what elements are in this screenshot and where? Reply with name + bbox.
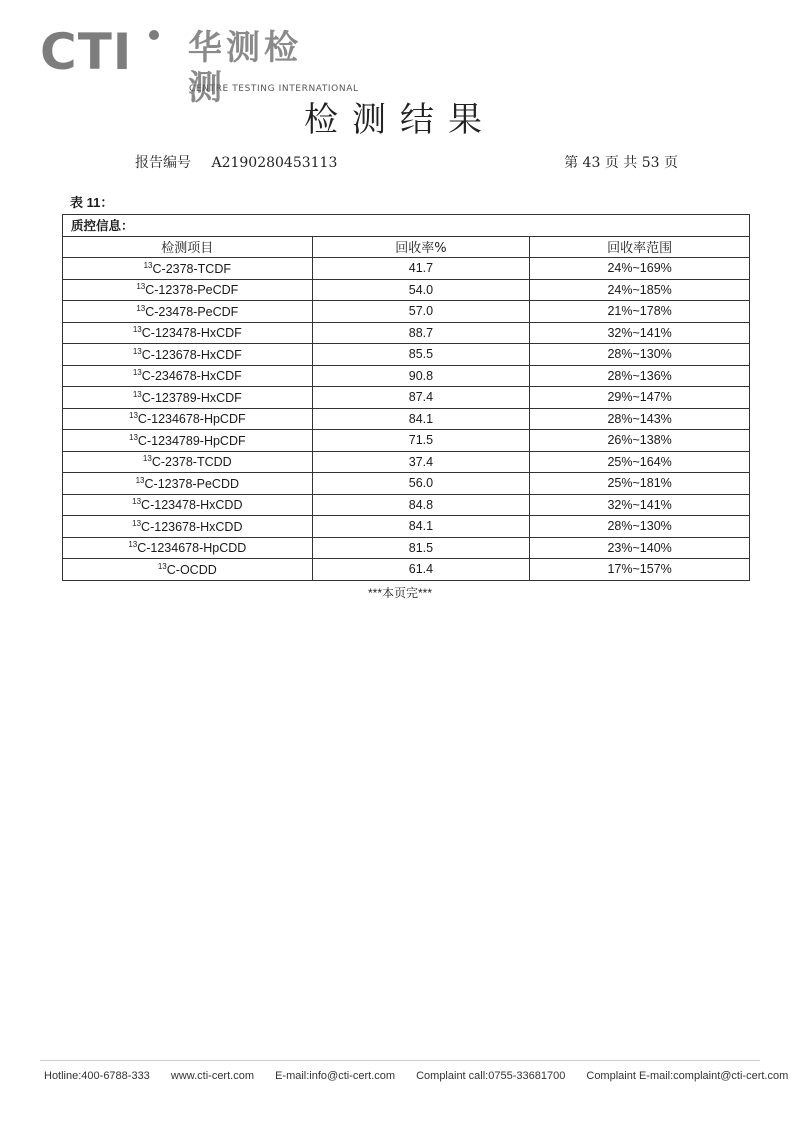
cell-recovery: 88.7 [312, 322, 530, 344]
isotope-mark: 13 [132, 518, 142, 528]
isotope-mark: 13 [128, 540, 138, 550]
cell-recovery: 84.8 [312, 494, 530, 516]
logo-brand: CTI [40, 23, 133, 81]
item-name: C-12378-PeCDD [144, 476, 239, 491]
end-of-page-note: ***本页完*** [367, 586, 433, 600]
report-number-value: A2190280453113 [211, 155, 338, 171]
cell-range: 32%~141% [530, 322, 750, 344]
table-row [63, 322, 750, 344]
logo-english-name: CENTRE TESTING INTERNATIONAL [189, 84, 359, 94]
cell-range: 26%~138% [530, 430, 750, 452]
cell-recovery: 90.8 [312, 365, 530, 387]
cell-item [63, 301, 313, 323]
section-title: 质控信息： [63, 215, 750, 237]
cell-range: 23%~140% [530, 537, 750, 559]
report-number-label: 报告编号 [135, 155, 191, 171]
table-row [63, 301, 750, 323]
item-name: C-123678-HxCDD [141, 519, 243, 534]
cell-item [63, 279, 313, 301]
header-range: 回收率范围 [530, 236, 750, 258]
item-name: C-234678-HxCDF [141, 369, 242, 384]
table-row [63, 430, 750, 452]
item-name: C-12378-PeCDF [145, 283, 239, 298]
document-title: 检测结果 [304, 100, 496, 140]
isotope-mark: 13 [132, 325, 142, 335]
footer-email: E-mail:info@cti-cert.com [275, 1070, 396, 1082]
isotope-mark: 13 [143, 260, 153, 270]
isotope-mark: 13 [135, 475, 145, 485]
item-name: C-OCDD [166, 562, 217, 577]
isotope-mark: 13 [136, 303, 146, 313]
cell-recovery: 54.0 [312, 279, 530, 301]
cell-recovery: 41.7 [312, 258, 530, 280]
table-row [63, 365, 750, 387]
cell-recovery: 87.4 [312, 387, 530, 409]
isotope-mark: 13 [136, 282, 146, 292]
cell-item [63, 494, 313, 516]
isotope-mark: 13 [142, 454, 152, 464]
cell-range: 24%~169% [530, 258, 750, 280]
cell-item [63, 365, 313, 387]
table-row [63, 537, 750, 559]
cell-item [63, 322, 313, 344]
table-row [63, 344, 750, 366]
cell-range: 29%~147% [530, 387, 750, 409]
isotope-mark: 13 [132, 346, 142, 356]
cell-recovery: 71.5 [312, 430, 530, 452]
cell-item [63, 344, 313, 366]
table-label: 表 11： [70, 195, 114, 210]
table-row [63, 473, 750, 495]
isotope-mark: 13 [157, 561, 167, 571]
table-section-row [63, 215, 750, 237]
logo-chinese-name: 华测检测 [188, 28, 302, 108]
cell-range: 24%~185% [530, 279, 750, 301]
table-row [63, 559, 750, 581]
footer-complaint-email: Complaint E-mail:complaint@cti-cert.com [586, 1070, 789, 1082]
item-name: C-2378-TCDD [151, 455, 232, 470]
cell-range: 21%~178% [530, 301, 750, 323]
cell-item [63, 451, 313, 473]
footer [44, 1070, 789, 1082]
item-name: C-1234678-HpCDD [137, 541, 247, 556]
logo-dot-icon [149, 30, 159, 40]
cell-item [63, 258, 313, 280]
footer-hotline: Hotline:400-6788-333 [44, 1070, 150, 1082]
isotope-mark: 13 [132, 389, 142, 399]
item-name: C-123478-HxCDD [141, 498, 243, 513]
cell-range: 28%~143% [530, 408, 750, 430]
table-row [63, 494, 750, 516]
table-row [63, 408, 750, 430]
header-item: 检测项目 [63, 236, 313, 258]
page-info: 第 43 页 共 53 页 [564, 155, 678, 171]
footer-complaint-call: Complaint call:0755-33681700 [416, 1070, 566, 1082]
cell-range: 25%~164% [530, 451, 750, 473]
cell-recovery: 84.1 [312, 408, 530, 430]
cell-item [63, 537, 313, 559]
cell-recovery: 81.5 [312, 537, 530, 559]
cell-range: 28%~130% [530, 516, 750, 538]
table-row [63, 387, 750, 409]
report-number [135, 152, 337, 172]
qc-table [62, 214, 750, 581]
item-name: C-1234789-HpCDF [137, 433, 246, 448]
cell-recovery: 37.4 [312, 451, 530, 473]
cell-range: 17%~157% [530, 559, 750, 581]
footer-website: www.cti-cert.com [170, 1070, 254, 1082]
cell-range: 28%~130% [530, 344, 750, 366]
company-logo [40, 18, 359, 108]
item-name: C-123789-HxCDF [141, 390, 242, 405]
cell-range: 25%~181% [530, 473, 750, 495]
item-name: C-23478-PeCDF [145, 304, 239, 319]
cell-recovery: 84.1 [312, 516, 530, 538]
cell-recovery: 56.0 [312, 473, 530, 495]
cell-range: 28%~136% [530, 365, 750, 387]
cell-recovery: 57.0 [312, 301, 530, 323]
item-name: C-1234678-HpCDF [137, 412, 246, 427]
table-row [63, 279, 750, 301]
cell-item [63, 473, 313, 495]
table-row [63, 258, 750, 280]
cell-item [63, 430, 313, 452]
isotope-mark: 13 [132, 497, 142, 507]
item-name: C-123478-HxCDF [141, 326, 242, 341]
table-header-row [63, 236, 750, 258]
item-name: C-2378-TCDF [152, 261, 232, 276]
isotope-mark: 13 [129, 411, 138, 421]
item-name: C-123678-HxCDF [141, 347, 242, 362]
header-recovery: 回收率% [312, 236, 530, 258]
footer-divider [40, 1060, 760, 1061]
cell-item [63, 516, 313, 538]
cell-recovery: 85.5 [312, 344, 530, 366]
table-row [63, 516, 750, 538]
isotope-mark: 13 [132, 368, 142, 378]
table-row [63, 451, 750, 473]
cell-range: 32%~141% [530, 494, 750, 516]
cell-item [63, 387, 313, 409]
cell-item [63, 408, 313, 430]
cell-recovery: 61.4 [312, 559, 530, 581]
cell-item [63, 559, 313, 581]
isotope-mark: 13 [129, 432, 138, 442]
